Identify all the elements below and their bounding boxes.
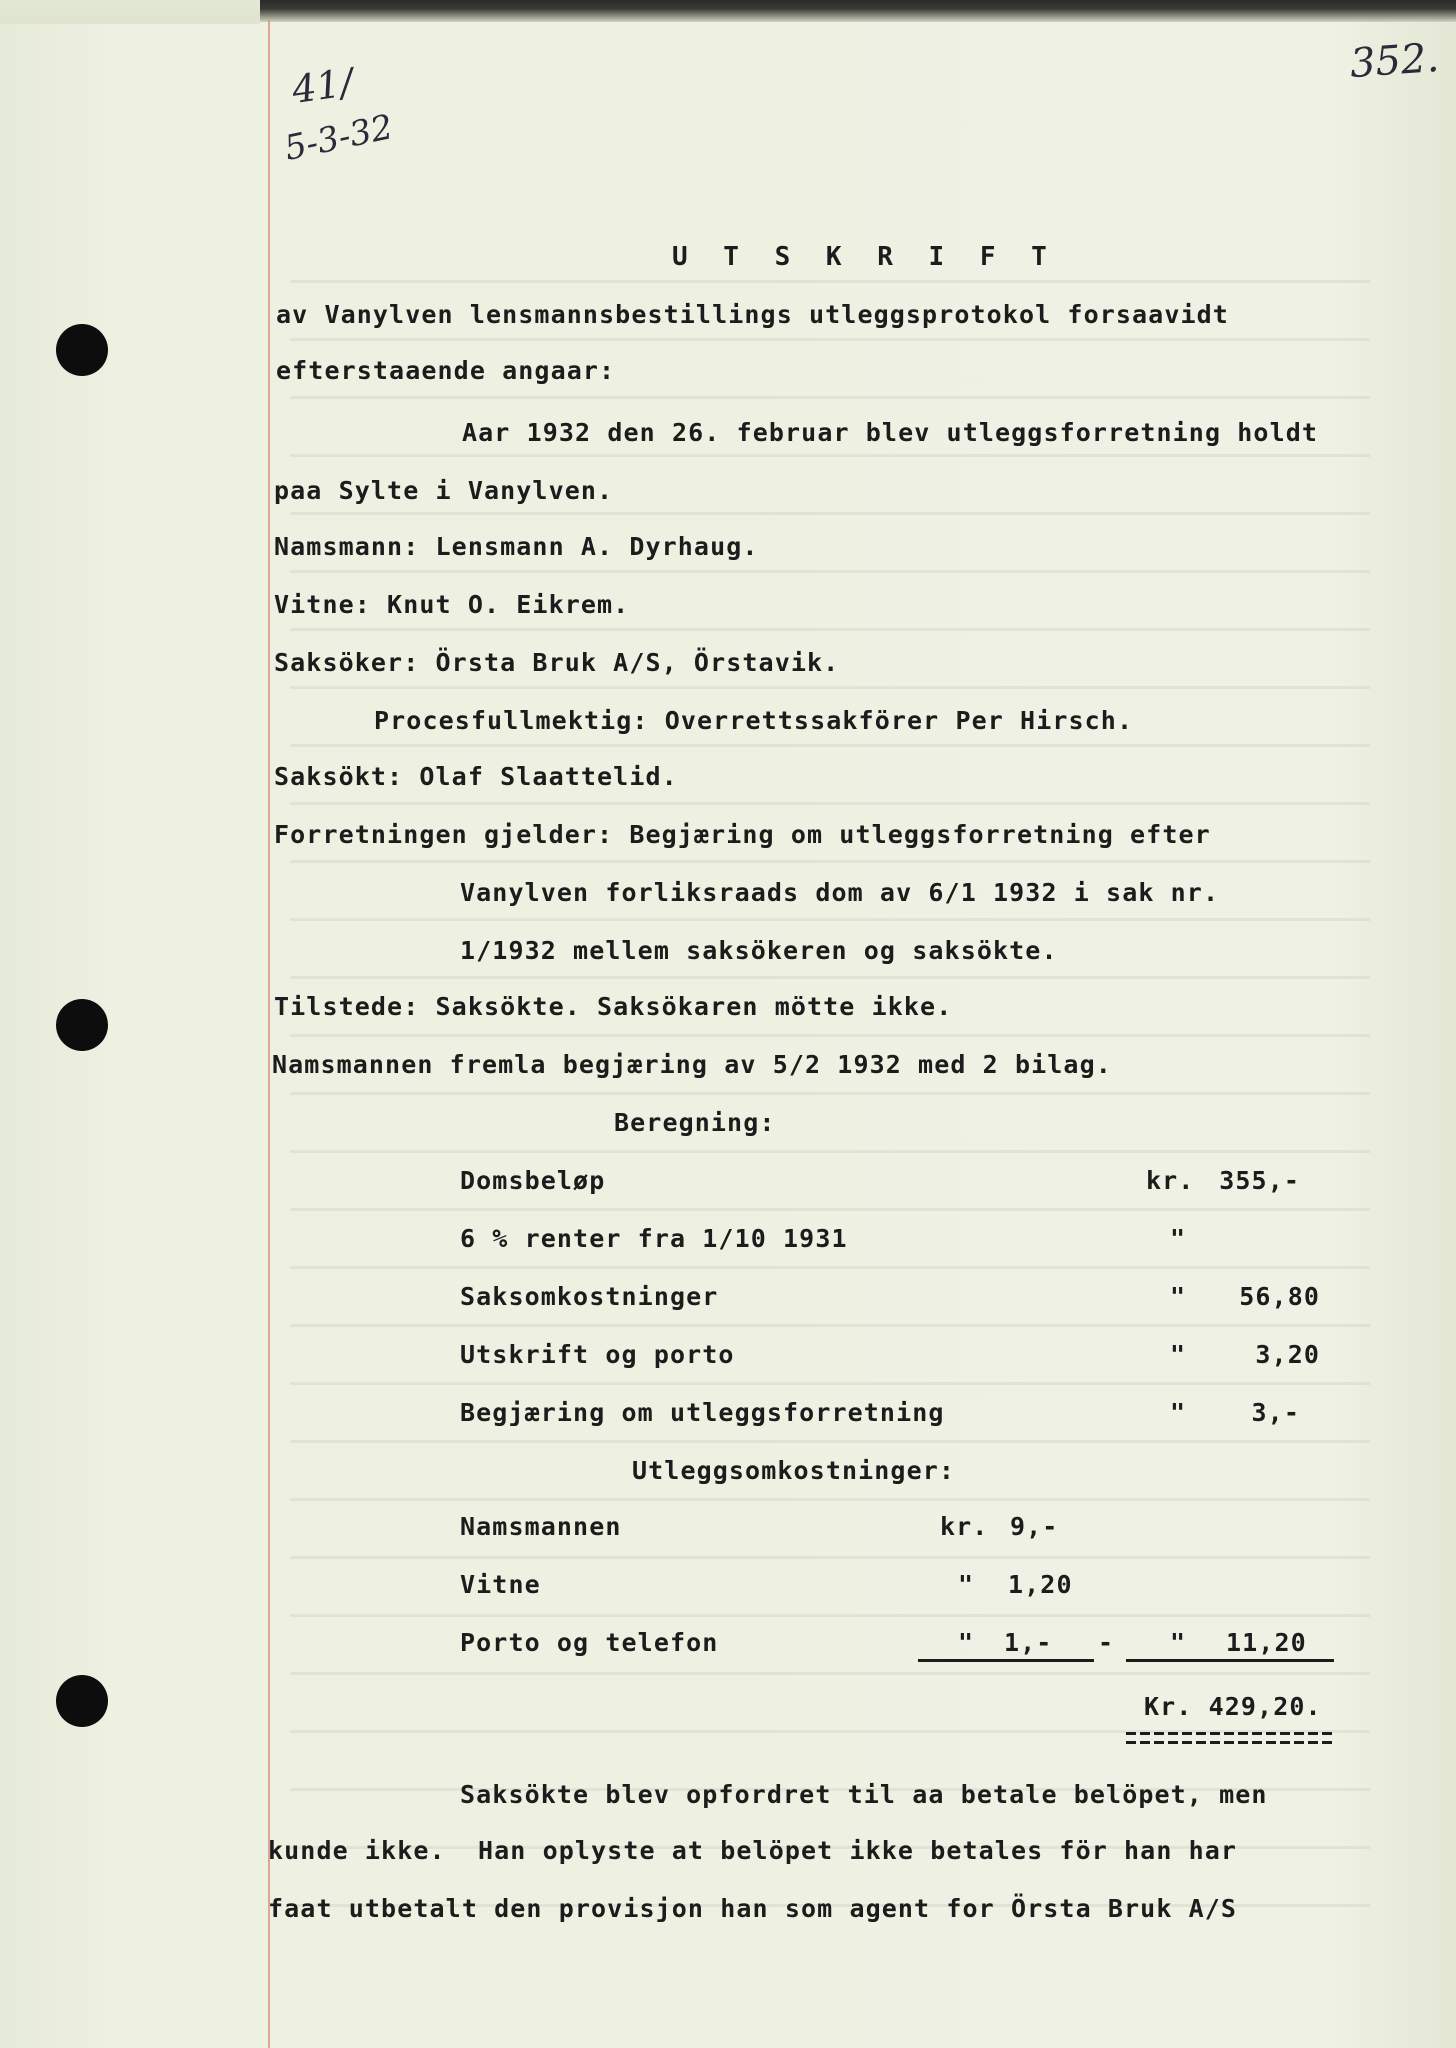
forretningen-line: Forretningen gjelder: Begjæring om utleggsforretning efter: [274, 820, 1211, 849]
namsmann-line: Namsmann: Lensmann A. Dyrhaug.: [274, 532, 759, 561]
closing-line: faat utbetalt den provisjon han som agent for Örsta Bruk A/S: [268, 1894, 1238, 1923]
total-dash-rule: [1126, 1732, 1332, 1735]
utlegg-label: Namsmannen: [460, 1512, 622, 1541]
utlegg-sum-prefix: ": [1170, 1628, 1187, 1657]
underline-rule: [1126, 1659, 1334, 1662]
calc-label: Utskrift og porto: [460, 1340, 735, 1369]
utlegg-prefix: kr.: [940, 1512, 989, 1541]
calc-prefix: kr.: [1146, 1166, 1195, 1195]
opening-line: paa Sylte i Vanylven.: [274, 476, 614, 505]
calc-amount: 56,80: [1239, 1282, 1320, 1311]
margin-rule: [268, 20, 270, 2048]
utlegg-label: Porto og telefon: [460, 1628, 719, 1657]
utlegg-heading: Utleggsomkostninger:: [632, 1456, 956, 1485]
scan-top-edge-left: [0, 0, 260, 24]
document-title: U T S K R I F T: [672, 242, 1057, 272]
utlegg-amount: 9,-: [1010, 1512, 1059, 1541]
intro-line: efterstaaende angaar:: [276, 356, 616, 385]
punch-hole: [56, 1675, 108, 1727]
calc-prefix: ": [1170, 1224, 1187, 1253]
utlegg-amount: 1,-: [1004, 1628, 1053, 1657]
handwritten-ref-date: 5-3-32: [281, 107, 397, 169]
total-dash-rule: [1126, 1741, 1332, 1744]
handwritten-page-number: 352.: [1348, 34, 1441, 88]
calc-label: Domsbeløp: [460, 1166, 606, 1195]
tilstede-line: Tilstede: Saksökte. Saksökaren mötte ikke.: [274, 992, 953, 1021]
calc-prefix: ": [1170, 1282, 1187, 1311]
calc-prefix: ": [1170, 1340, 1187, 1369]
calc-amount: 355,-: [1219, 1166, 1300, 1195]
opening-line: Aar 1932 den 26. februar blev utleggsforretning holdt: [462, 418, 1319, 447]
procesfullmektig-line: Procesfullmektig: Overrettssakförer Per Hirsch.: [374, 706, 1134, 735]
handwritten-ref-number: 41/: [289, 59, 356, 113]
calc-label: Saksomkostninger: [460, 1282, 719, 1311]
punch-hole: [56, 999, 108, 1051]
beregning-heading: Beregning:: [614, 1108, 776, 1137]
utlegg-label: Vitne: [460, 1570, 541, 1599]
calc-label: 6 % renter fra 1/10 1931: [460, 1224, 848, 1253]
forretningen-line: Vanylven forliksraads dom av 6/1 1932 i sak nr.: [460, 878, 1220, 907]
utlegg-prefix: ": [958, 1628, 975, 1657]
vitne-line: Vitne: Knut O. Eikrem.: [274, 590, 630, 619]
utlegg-amount: 1,20: [1008, 1570, 1073, 1599]
fremla-line: Namsmannen fremla begjæring av 5/2 1932 med 2 bilag.: [272, 1050, 1112, 1079]
closing-line: kunde ikke. Han oplyste at belöpet ikke betales för han har: [268, 1836, 1238, 1865]
intro-line: av Vanylven lensmannsbestillings utleggsprotokol forsaavidt: [276, 300, 1229, 329]
closing-line: Saksökte blev opfordret til aa betale belöpet, men: [460, 1780, 1268, 1809]
saksokt-line: Saksökt: Olaf Slaattelid.: [274, 762, 678, 791]
underline-rule: [918, 1659, 1094, 1662]
calc-amount: 3,-: [1251, 1398, 1300, 1427]
utlegg-separator: -: [1098, 1628, 1115, 1657]
punch-hole: [56, 324, 108, 376]
utlegg-sum-amount: 11,20: [1226, 1628, 1307, 1657]
calc-amount: 3,20: [1255, 1340, 1320, 1369]
total-amount: Kr. 429,20.: [1144, 1692, 1322, 1721]
forretningen-line: 1/1932 mellem saksökeren og saksökte.: [460, 936, 1058, 965]
utlegg-prefix: ": [958, 1570, 975, 1599]
calc-prefix: ": [1170, 1398, 1187, 1427]
calc-label: Begjæring om utleggsforretning: [460, 1398, 945, 1427]
saksoker-line: Saksöker: Örsta Bruk A/S, Örstavik.: [274, 648, 840, 677]
